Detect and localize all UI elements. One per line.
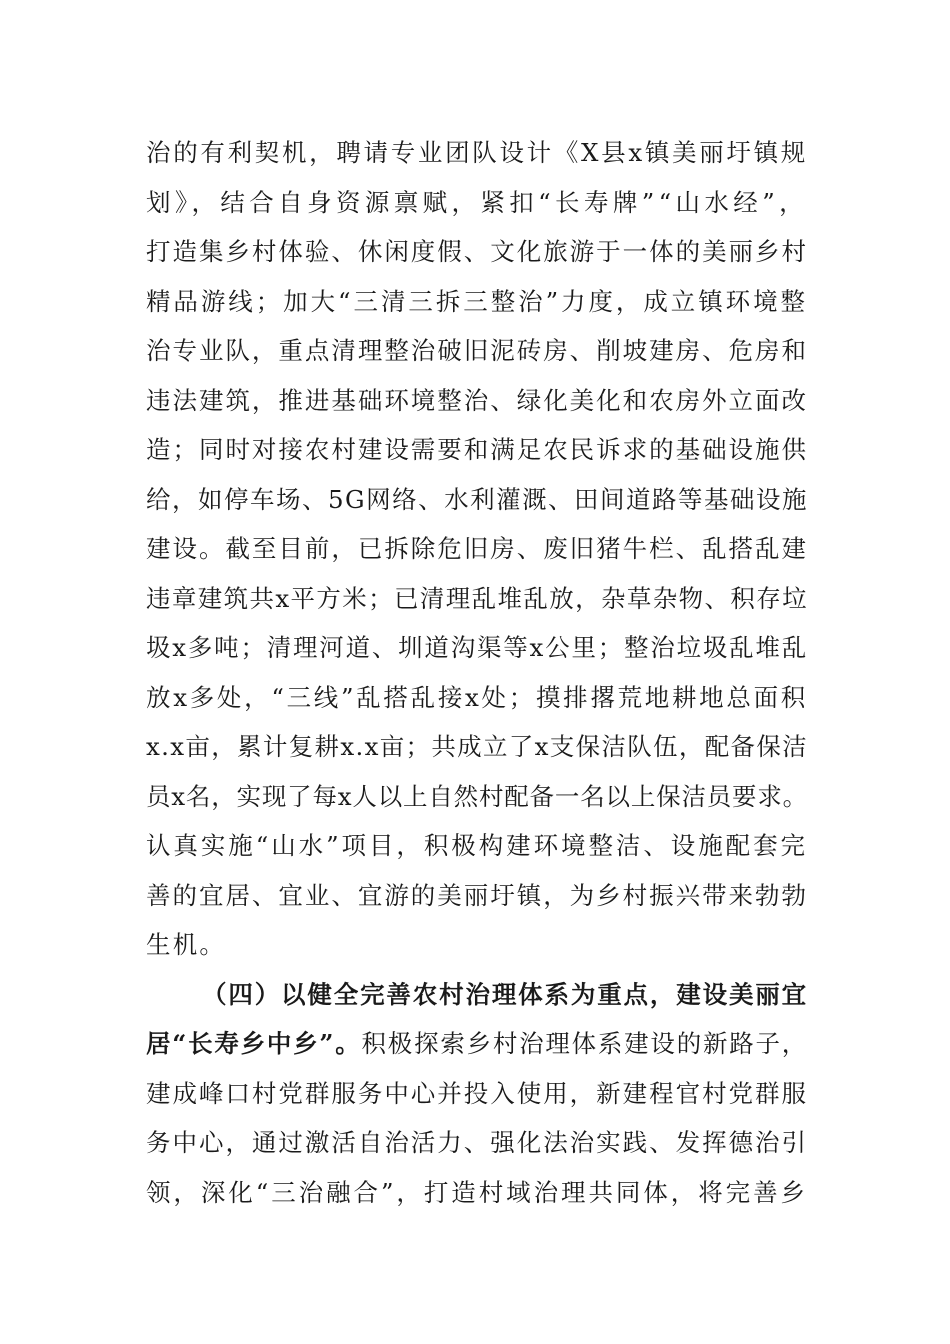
text-line [0, 128, 950, 178]
text-line [0, 475, 950, 525]
text-line [0, 227, 950, 277]
text-segment: 违章建筑共x平方米；已清理乱堆乱放，杂草杂物、积存垃 [146, 583, 808, 613]
text-segment: 务中心，通过激活自治活力、强化法治实践、发挥德治引 [146, 1128, 808, 1157]
text-line [0, 178, 950, 228]
text-line [0, 376, 950, 426]
text-segment: 治的有利契机，聘请专业团队设计《X县x镇美丽圩镇规 [146, 138, 808, 167]
text-segment: 圾x多吨；清理河道、圳道沟渠等x公里；整治垃圾乱堆乱 [146, 633, 808, 662]
text-line [0, 821, 950, 871]
text-line [0, 1069, 950, 1119]
text-line [0, 574, 950, 624]
text-line [0, 1168, 950, 1218]
text-segment: 治专业队，重点清理整治破旧泥砖房、削坡建房、危房和 [146, 336, 808, 365]
text-segment: 领，深化“三治融合”，打造村域治理共同体，将完善乡 [146, 1177, 808, 1207]
text-segment: 员x名，实现了每x人以上自然村配备一名以上保洁员要求。 [146, 781, 808, 811]
text-line [0, 425, 950, 475]
text-line [0, 326, 950, 376]
text-segment: 建设。截至目前，已拆除危旧房、废旧猪牛栏、乱搭乱建 [146, 534, 808, 563]
text-line [0, 524, 950, 574]
text-segment: 精品游线；加大“三清三拆三整治”力度，成立镇环境整 [146, 286, 808, 316]
text-line [0, 673, 950, 723]
text-segment: 认真实施“山水”项目，积极构建环境整洁、设施配套完 [146, 831, 808, 860]
bold-text-segment: 居“长寿乡中乡”。 [146, 1029, 362, 1058]
heading-line [0, 1019, 950, 1069]
heading-line [0, 970, 950, 1020]
body-text [0, 128, 950, 1217]
text-line [0, 623, 950, 673]
text-line [0, 722, 950, 772]
text-segment: 划》，结合自身资源禀赋，紧扣“长寿牌”“山水经”， [146, 187, 808, 217]
text-segment: 打造集乡村体验、休闲度假、文化旅游于一体的美丽乡村 [146, 237, 808, 266]
text-line [0, 772, 950, 822]
text-segment: x.x亩，累计复耕x.x亩；共成立了x支保洁队伍，配备保洁 [146, 732, 808, 761]
text-segment: 建成峰口村党群服务中心并投入使用，新建程官村党群服 [146, 1078, 808, 1108]
text-segment: 给，如停车场、5G网络、水利灌溉、田间道路等基础设施 [146, 484, 808, 514]
text-segment: 放x多处，“三线”乱搭乱接x处；摸排撂荒地耕地总面积 [146, 682, 808, 712]
text-line [0, 1118, 950, 1168]
text-line [0, 920, 950, 970]
bold-text-segment: （四）以健全完善农村治理体系为重点，建设美丽宜 [202, 979, 808, 1009]
text-segment: 生机。 [146, 930, 227, 959]
text-segment: 造；同时对接农村建设需要和满足农民诉求的基础设施供 [146, 435, 808, 464]
text-line [0, 277, 950, 327]
text-line [0, 871, 950, 921]
text-segment: 善的宜居、宜业、宜游的美丽圩镇，为乡村振兴带来勃勃 [146, 880, 808, 910]
text-segment: 违法建筑，推进基础环境整治、绿化美化和农房外立面改 [146, 385, 808, 415]
text-segment: 积极探索乡村治理体系建设的新路子， [361, 1029, 808, 1058]
